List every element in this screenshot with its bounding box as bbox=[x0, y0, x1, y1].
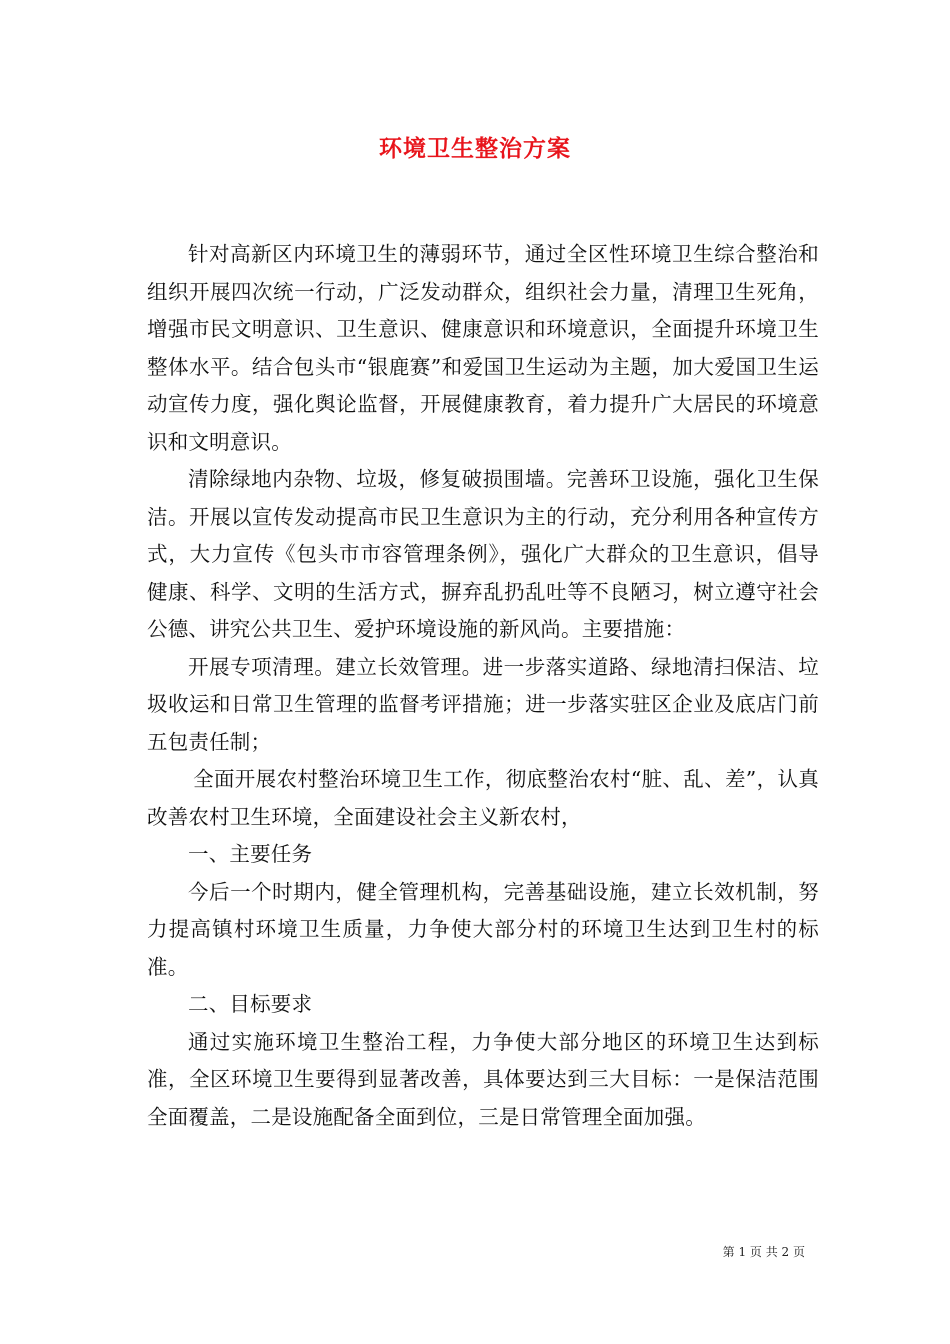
section-heading-main-tasks: 一、主要任务 bbox=[188, 842, 313, 866]
paragraph-intro: 针对高新区内环境卫生的薄弱环节，通过全区性环境卫生综合整治和组织开展四次统一行动，广泛发动群众，组织社会力量，清理卫生死角，增强市民文明意识、卫生意识、健康意识和环境意识，全面提升环境卫生整体水平。结合包头市“银鹿赛”和爱国卫生运动为主题，加大爱国卫生运动宣传力度，强化舆论监督，开展健康教育，着力提升广大居民的环境意识和文明意识。 bbox=[147, 242, 819, 454]
document-body bbox=[147, 236, 819, 1136]
paragraph-main-tasks: 今后一个时期内，健全管理机构，完善基础设施，建立长效机制，努力提高镇村环境卫生质量，力争使大部分村的环境卫生达到卫生村的标准。 bbox=[147, 879, 819, 979]
paragraph-goals: 通过实施环境卫生整治工程，力争使大部分地区的环境卫生达到标准，全区环境卫生要得到显著改善，具体要达到三大目标：一是保洁范围全面覆盖，二是设施配备全面到位，三是日常管理全面加强。 bbox=[147, 1029, 819, 1129]
paragraph-cleanup: 清除绿地内杂物、垃圾，修复破损围墙。完善环卫设施，强化卫生保洁。开展以宣传发动提高市民卫生意识为主的行动，充分利用各种宣传方式，大力宣传《包头市市容管理条例》，强化广大群众的卫生意识，倡导健康、科学、文明的生活方式，摒弃乱扔乱吐等不良陋习，树立遵守社会公德、讲究公共卫生、爱护环境设施的新风尚。主要措施： bbox=[147, 467, 819, 641]
document-title: 环境卫生整治方案 bbox=[379, 135, 571, 162]
page-number-footer: 第 1 页 共 2 页 bbox=[722, 1245, 805, 1259]
paragraph-special-cleanup: 开展专项清理。建立长效管理。进一步落实道路、绿地清扫保洁、垃圾收运和日常卫生管理的监督考评措施；进一步落实驻区企业及底店门前五包责任制； bbox=[147, 654, 819, 754]
paragraph-rural: 全面开展农村整治环境卫生工作，彻底整治农村“脏、乱、差”，认真改善农村卫生环境，全面建设社会主义新农村， bbox=[147, 767, 819, 829]
section-heading-goals: 二、目标要求 bbox=[188, 992, 313, 1016]
